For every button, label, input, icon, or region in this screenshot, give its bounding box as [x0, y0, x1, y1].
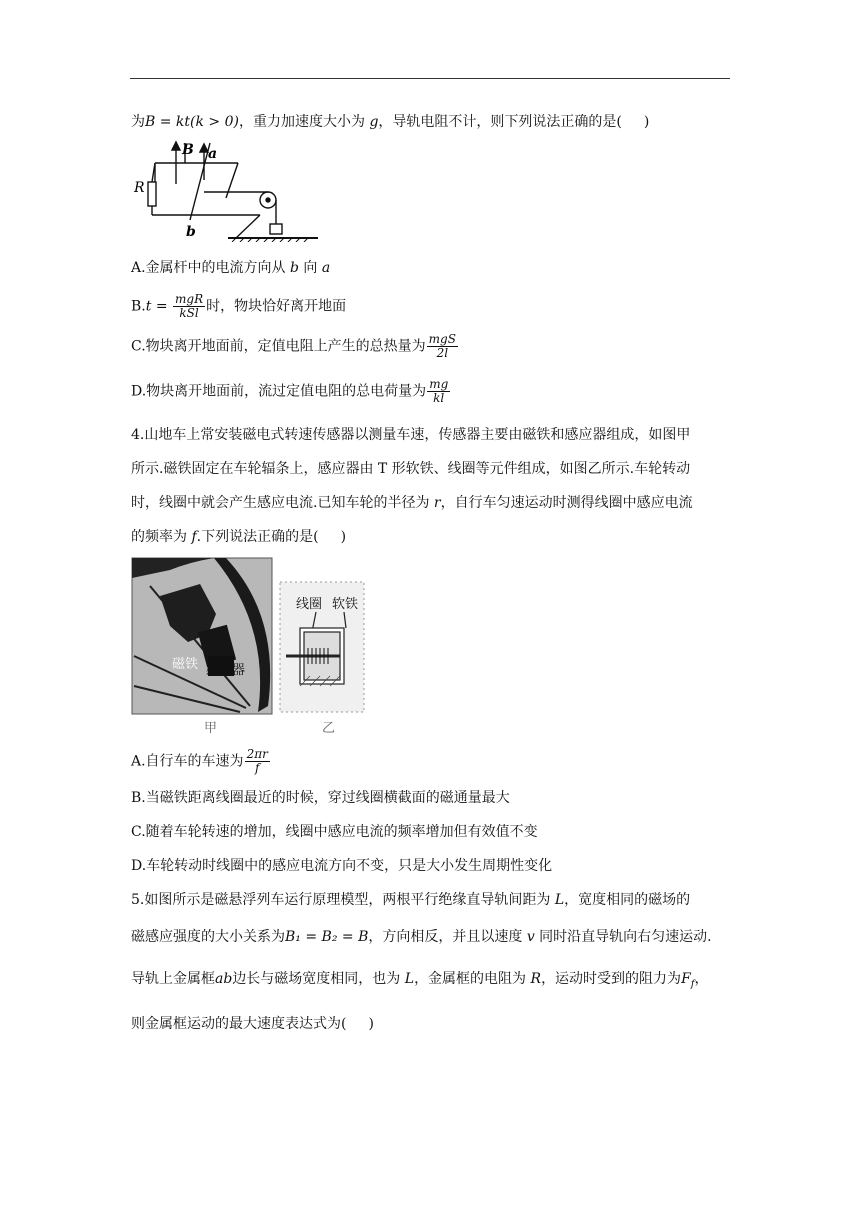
header-rule — [130, 78, 730, 79]
q5-line-1 — [131, 890, 690, 910]
q4-opta-fraction — [245, 748, 270, 775]
q4-line1-text: 4.山地车上常安装磁电式转速传感器以测量车速，传感器主要由磁铁和感应器组成，如图甲 — [131, 427, 691, 443]
q3-optc-den: 2l — [436, 346, 449, 360]
q3-optb-fraction — [173, 293, 205, 320]
q3-g: g — [369, 114, 379, 130]
q4-line4a: 的频率为 — [131, 529, 192, 545]
q4-line-1 — [131, 425, 690, 445]
label-jia: 甲 — [204, 721, 218, 736]
q3-optc-fraction — [427, 333, 458, 360]
q3-option-d — [131, 378, 451, 405]
q4-opta-num: 2πr — [246, 747, 268, 761]
q4-opta-den: f — [254, 761, 260, 775]
q4-opta-prefix: A.自行车的车速为 — [131, 753, 244, 770]
q3-intro-a: 为 — [131, 114, 145, 130]
q3-opta-v2: a — [321, 260, 331, 276]
q3-optb-suffix: 时，物块恰好离开地面 — [206, 298, 347, 315]
q3-option-a — [131, 258, 330, 278]
q5-v: v — [526, 929, 535, 945]
q3-optb-num: mgR — [175, 292, 204, 306]
q5-line3d: ，运动时受到的阻力为 — [541, 971, 682, 987]
q3-circuit-figure — [128, 140, 318, 242]
q4-line3b: ，自行车匀速运动时测得线圈中感应电流 — [440, 495, 693, 511]
label-r-resistor: R — [134, 180, 145, 196]
label-coil: 线圈 — [296, 597, 323, 612]
q4-line-2 — [131, 459, 690, 479]
q4-sensor-figure — [130, 556, 366, 738]
q3-opta-prefix: A.金属杆中的电流方向从 — [131, 260, 291, 276]
q5-line1b: ，宽度相同的磁场的 — [564, 892, 691, 908]
q4-optd-text: D.车轮转动时线圈中的感应电流方向不变，只是大小发生周期性变化 — [131, 858, 553, 874]
label-soft-iron: 软铁 — [332, 597, 359, 612]
q5-line-4 — [131, 1014, 374, 1034]
q3-optd-prefix: D.物块离开地面前，流过定值电阻的总电荷量为 — [131, 383, 427, 400]
q3-option-b — [131, 293, 346, 320]
q4-option-c — [131, 822, 538, 842]
q3-intro-d: ) — [643, 114, 650, 130]
q5-line3c: ，金属框的电阻为 — [414, 971, 531, 987]
q5-line4a: 则金属框运动的最大速度表达式为( — [131, 1016, 347, 1032]
q4-option-b — [131, 788, 510, 808]
q5-ff: F — [681, 971, 691, 987]
q4-option-d — [131, 856, 552, 876]
q5-ab: ab — [215, 971, 233, 987]
q4-option-a — [131, 748, 271, 775]
q3-intro-line — [131, 112, 649, 132]
q5-b-eq: B₁ = B₂ = B — [285, 929, 369, 945]
q4-line-3 — [131, 493, 693, 513]
q4-line2-text: 所示.磁铁固定在车轮辐条上，感应器由 T 形软铁、线圈等元件组成，如图乙所示.车轮转动 — [131, 461, 691, 477]
q4-optc-text: C.随着车轮转速的增加，线圈中感应电流的频率增加但有效值不变 — [131, 824, 538, 840]
q5-l: L — [554, 892, 565, 908]
q3-optd-den: kl — [433, 391, 445, 405]
q5-line3b: 边长与磁场宽度相同，也为 — [232, 971, 405, 987]
q4-line4b: .下列说法正确的是( — [196, 529, 319, 545]
label-sensor: 感应器 — [206, 663, 246, 678]
q5-line3a: 导轨上金属框 — [131, 971, 215, 987]
q5-line2b: ，方向相反，并且以速度 — [368, 929, 527, 945]
q5-line4b: ) — [368, 1016, 374, 1032]
q3-optb-t: t — [145, 298, 152, 315]
q5-line-3 — [131, 969, 708, 995]
q3-formula-b: B = kt(k > 0) — [145, 114, 239, 130]
q4-line-4 — [131, 527, 346, 547]
q3-optc-prefix: C.物块离开地面前，定值电阻上产生的总热量为 — [131, 338, 426, 355]
q3-optb-eq: = — [151, 298, 173, 315]
label-b-point: b — [186, 224, 196, 240]
q3-option-c — [131, 333, 459, 360]
q5-line2a: 磁感应强度的大小关系为 — [131, 929, 285, 945]
q5-line3e: ， — [694, 971, 709, 987]
q3-optc-num: mgS — [428, 332, 456, 346]
q5-r: R — [530, 971, 542, 987]
q3-optb-prefix: B. — [131, 298, 146, 315]
q4-r: r — [433, 495, 441, 511]
q5-line2c: 同时沿直导轨向右匀速运动. — [534, 929, 712, 945]
q3-opta-mid: 向 — [298, 260, 322, 276]
label-a-point: a — [208, 146, 218, 162]
q4-f: f — [191, 529, 197, 545]
q3-optd-fraction — [427, 378, 450, 405]
label-b-field: B — [182, 142, 194, 158]
q4-optb-text: B.当磁铁距离线圈最近的时候，穿过线圈横截面的磁通量最大 — [131, 790, 510, 806]
q3-optd-num: mg — [429, 377, 449, 391]
q5-line1a: 5.如图所示是磁悬浮列车运行原理模型，两根平行绝缘直导轨间距为 — [131, 892, 555, 908]
q3-optb-den: kSl — [179, 306, 199, 320]
label-yi: 乙 — [322, 721, 336, 736]
q3-intro-b: ，重力加速度大小为 — [238, 114, 370, 130]
q5-l2: L — [404, 971, 415, 987]
label-magnet: 磁铁 — [172, 657, 199, 672]
q5-line-2 — [131, 927, 712, 947]
q3-intro-c: ，导轨电阻不计，则下列说法正确的是( — [378, 114, 622, 130]
q4-line3a: 时，线圈中就会产生感应电流.已知车轮的半径为 — [131, 495, 434, 511]
q5-ff-sub: f — [690, 978, 695, 990]
q3-opta-v1: b — [290, 260, 299, 276]
q4-line4c: ) — [340, 529, 347, 545]
